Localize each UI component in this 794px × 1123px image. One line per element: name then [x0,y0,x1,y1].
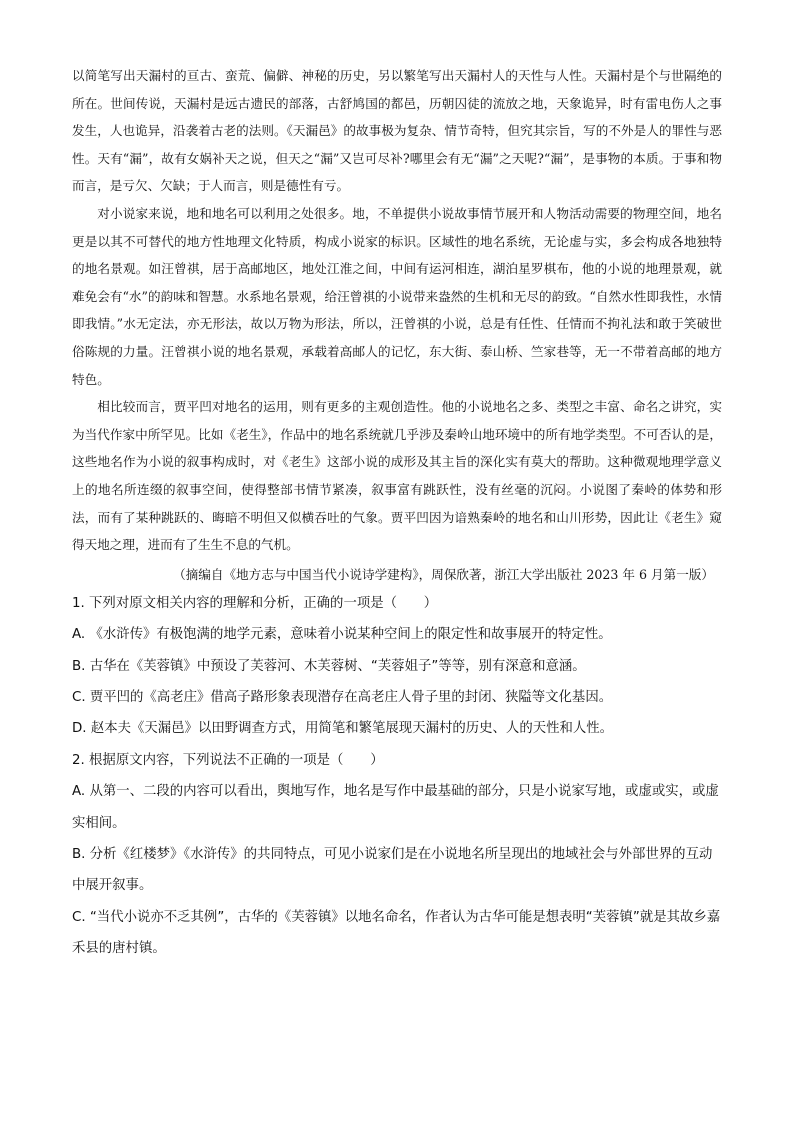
question-stem: 2. 根据原文内容，下列说法不正确的一项是（ ） [72,752,384,768]
option-a: A. 从第一、二段的内容可以看出，舆地写作，地名是写作中最基础的部分，只是小说家写地，或虚或实，或虚实相间。 [72,784,719,831]
option-b: B. 分析《红楼梦》《水浒传》的共同特点，可见小说家们是在小说地名所呈现出的地域社会与外部世界的互动中展开叙事。 [72,846,713,894]
option-d: D. 赵本夫《天漏邑》以田野调查方式，用简笔和繁笔展现天漏村的历史、人的天性和人性。 [72,721,614,737]
option-b: B. 古华在《芙蓉镇》中预设了芙蓉河、木芙蓉树、“芙蓉姐子”等等，别有深意和意涵。 [72,658,586,674]
exam-page [72,62,722,965]
option-c: C. “当代小说亦不乏其例”，古华的《芙蓉镇》以地名命名，作者认为古华可能是想表明“芙蓉镇”就是其故乡嘉禾县的唐村镇。 [72,909,721,957]
passage-paragraph: 以简笔写出天漏村的亘古、蛮荒、偏僻、神秘的历史，另以繁笔写出天漏村人的天性与人性。天漏村是个与世隔绝的所在。世间传说，天漏村是远古遗民的部落，古舒鸠国的都邑，历朝囚徒的流放之地，天象诡异，时有雷电伤人之事发生，人也诡异，沿袭着古老的法则。《天漏邑》的故事极为复杂、情节奇特，但究其宗旨，写的不外是人的罪性与恶性。天有“漏”，故有女娲补天之说，但天之“漏”又岂可尽补?哪里会有无“漏”之天呢?“漏”，是事物的本质。于事和物而言，是亏欠、欠缺；于人而言，则是德性有亏。 [72,68,722,194]
question-2 [72,745,722,965]
passage-paragraph: 对小说家来说，地和地名可以利用之处很多。地，不单提供小说故事情节展开和人物活动需要的物理空间，地名更是以其不可替代的地方性地理文化特质，构成小说家的标识。区域性的地名系统，无论虚与实，多会构成各地独特的地名景观。如汪曾祺，居于高邮地区，地处江淮之间，中间有运河相连，湖泊星罗棋布，他的小说的地理景观，就难免会有“水”的韵味和智慧。水系地名景观，给汪曾祺的小说带来盎然的生机和无尽的韵致。“自然水性即我性，水情即我情。”水无定法，亦无形法，故以万物为形法，所以，汪曾祺的小说，总是有任性、任情而不拘礼法和敢于笑破世俗陈规的力量。汪曾祺小说的地名景观，承载着高邮人的记忆，东大街、泰山桥、竺家巷等，无一不带着高邮的地方特色。 [72,205,722,387]
option-a: A. 《水浒传》有极饱满的地学元素，意味着小说某种空间上的限定性和故事展开的特定性。 [72,627,612,643]
option-c: C. 贾平凹的《高老庄》借高子路形象表现潜存在高老庄人骨子里的封闭、狭隘等文化基因。 [72,689,613,705]
question-stem: 1. 下列对原文相关内容的理解和分析，正确的一项是（ ） [72,595,438,611]
reading-passage [72,62,722,559]
question-1 [72,588,722,745]
source-citation: （摘编自《地方志与中国当代小说诗学建构》，周保欣著，浙江大学出版社 2023 年 6 月第一版） [173,566,714,582]
passage-paragraph: 相比较而言，贾平凹对地名的运用，则有更多的主观创造性。他的小说地名之多、类型之丰富、命名之讲究，实为当代作家中所罕见。比如《老生》，作品中的地名系统就几乎涉及秦岭山地环境中的所有地学类型。不可否认的是，这些地名作为小说的叙事构成时，对《老生》这部小说的成形及其主旨的深化实有莫大的帮助。这种微观地理学意义上的地名所连缀的叙事空间，使得整部书情节紧凑，叙事富有跳跃性，没有丝毫的沉闷。小说图了秦岭的体势和形法，而有了某种跳跃的、晦暗不明但又似横吞吐的气象。贾平凹因为谙熟秦岭的地名和山川形势，因此让《老生》窥得天地之理，进而有了生生不息的气机。 [72,399,722,553]
